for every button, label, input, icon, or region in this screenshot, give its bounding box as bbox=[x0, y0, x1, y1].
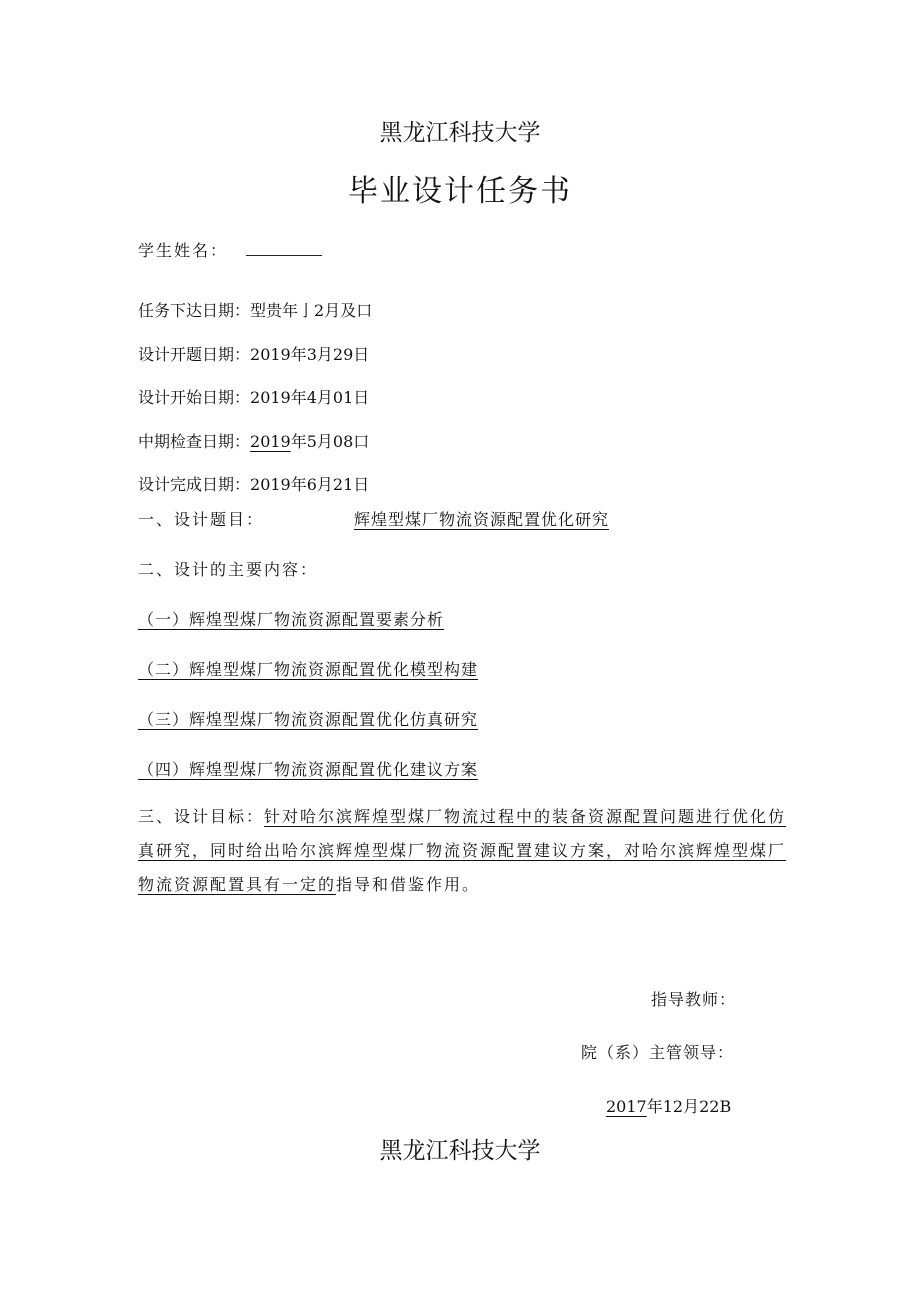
proposal-date-row bbox=[138, 342, 369, 365]
proposal-date-label: 设计开题日期： bbox=[138, 345, 251, 364]
start-date-value: 2019年4月01日 bbox=[250, 388, 370, 407]
student-name-blank bbox=[246, 241, 322, 256]
contents-label: 二、设计的主要内容： bbox=[138, 560, 319, 579]
proposal-date-value: 2019年3月29日 bbox=[250, 345, 370, 364]
advisor-label: 指导教师： bbox=[651, 990, 737, 1009]
content-item: （一）辉煌型煤厂物流资源配置要素分析 bbox=[138, 610, 445, 629]
issue-date-value: 型贵年亅2月及口 bbox=[250, 301, 373, 320]
dept-leader-label: 院（系）主管领导： bbox=[581, 1043, 735, 1062]
content-item: （四）辉煌型煤厂物流资源配置优化建议方案 bbox=[138, 760, 479, 779]
finish-date-row bbox=[138, 472, 369, 495]
sign-date bbox=[606, 1094, 731, 1117]
design-goal-paragraph bbox=[138, 800, 788, 902]
goal-label: 三、设计目标： bbox=[138, 807, 265, 826]
goal-text-tail: 指导和借鉴作用。 bbox=[336, 875, 481, 894]
midterm-date-year: 2019 bbox=[250, 432, 291, 451]
footer-university-name: 黑龙江科技大学 bbox=[379, 1138, 541, 1164]
content-item: （二）辉煌型煤厂物流资源配置优化模型构建 bbox=[138, 660, 479, 679]
topic-label: 一、设计题目： bbox=[138, 510, 265, 529]
topic-value: 辉煌型煤厂物流资源配置优化研究 bbox=[354, 510, 610, 529]
midterm-date-rest: 年5月08口 bbox=[290, 432, 370, 451]
issue-date-label: 任务下达日期： bbox=[138, 301, 251, 320]
content-item: （三）辉煌型煤厂物流资源配置优化仿真研究 bbox=[138, 710, 479, 729]
midterm-date-label: 中期检查日期： bbox=[138, 432, 251, 451]
document-title: 毕业设计任务书 bbox=[348, 174, 572, 209]
finish-date-value: 2019年6月21日 bbox=[250, 475, 370, 494]
goal-text-underlined: 针对哈尔滨辉煌型煤厂物流过程中的装备资源配置问题进行优化仿真研究，同时给出哈尔滨辉煌型煤厂物流资源配置建议方案，对哈尔滨辉煌型煤厂物流资源配置具有一定的 bbox=[138, 807, 787, 894]
start-date-row bbox=[138, 385, 369, 408]
sign-date-year: 2017 bbox=[606, 1097, 647, 1116]
issue-date-row bbox=[138, 298, 372, 321]
sign-date-rest: 年12月22B bbox=[646, 1097, 732, 1116]
start-date-label: 设计开始日期： bbox=[138, 388, 251, 407]
student-name-label: 学生姓名： bbox=[138, 241, 229, 260]
student-name-row bbox=[138, 238, 322, 261]
university-name: 黑龙江科技大学 bbox=[379, 120, 541, 146]
midterm-date-row bbox=[138, 429, 369, 452]
finish-date-label: 设计完成日期： bbox=[138, 475, 251, 494]
